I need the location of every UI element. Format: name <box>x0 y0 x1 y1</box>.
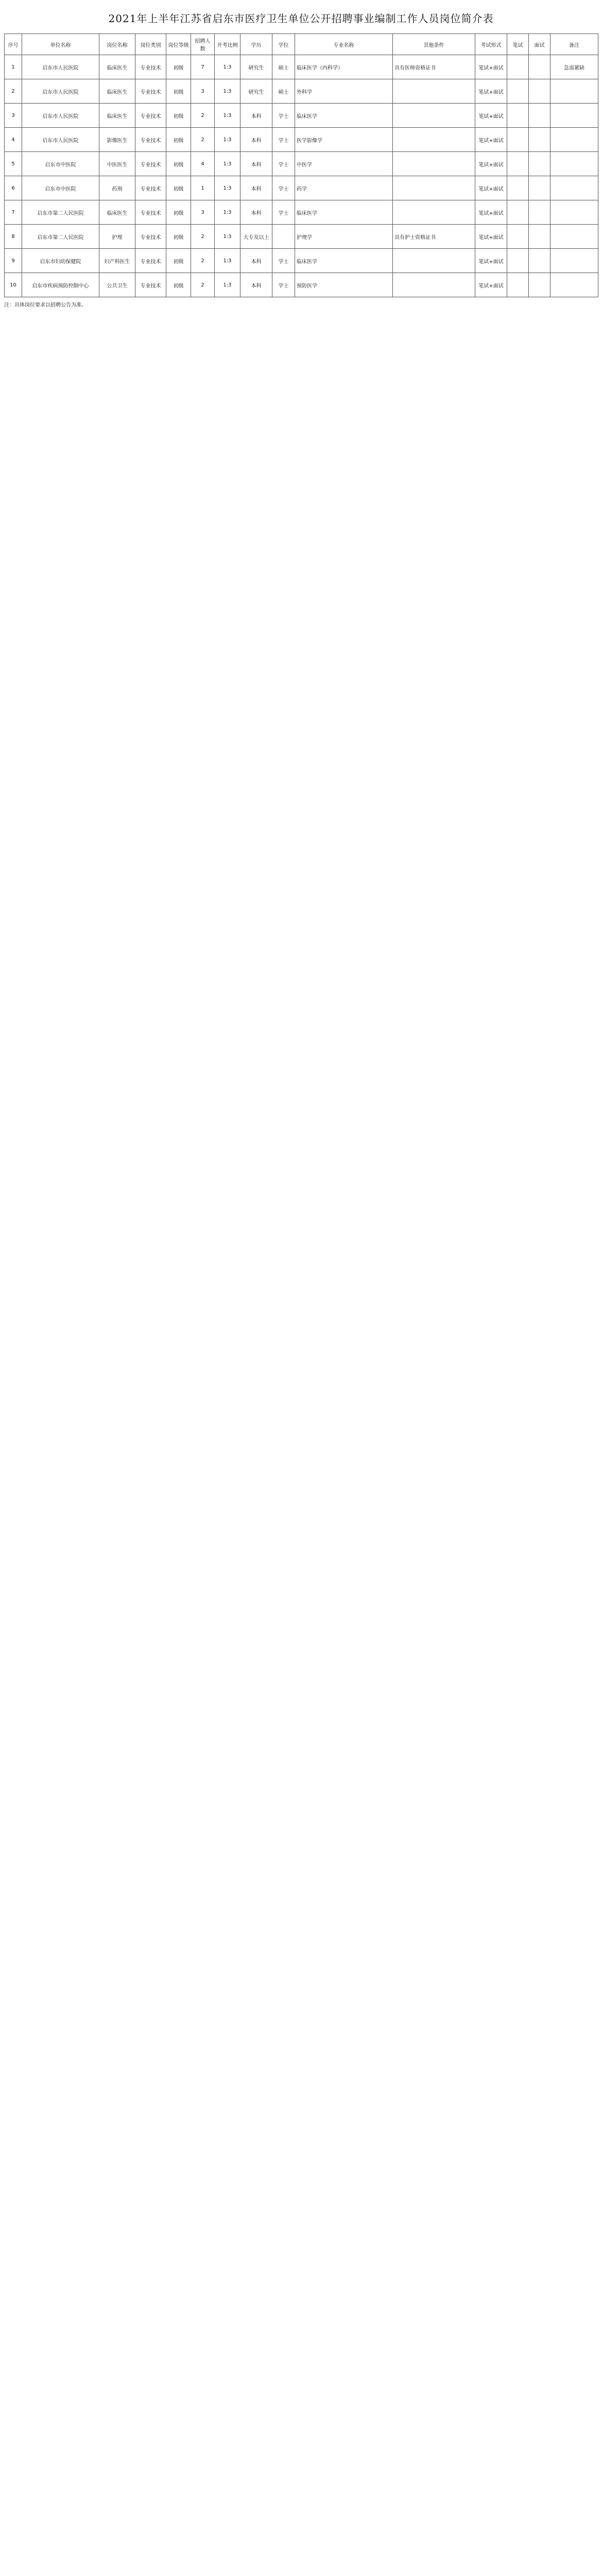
table-cell: 笔试+面试 <box>475 104 507 128</box>
table-cell: 7 <box>191 55 215 79</box>
table-cell <box>551 176 598 200</box>
column-header: 学历 <box>240 34 272 55</box>
table-cell: 本科 <box>240 273 272 297</box>
table-cell <box>551 225 598 249</box>
table-cell <box>529 225 551 249</box>
column-header: 开考比例 <box>215 34 240 55</box>
table-cell: 初级 <box>166 200 191 225</box>
table-cell: 专业技术 <box>135 55 166 79</box>
table-cell: 初级 <box>166 79 191 104</box>
table-cell: 预防医学 <box>295 273 393 297</box>
table-cell <box>551 249 598 273</box>
table-cell <box>529 200 551 225</box>
table-cell: 4 <box>5 128 22 152</box>
column-header: 序号 <box>5 34 22 55</box>
table-cell: 启东市第二人民医院 <box>22 225 99 249</box>
table-cell: 笔试+面试 <box>475 55 507 79</box>
table-cell: 医学影像学 <box>295 128 393 152</box>
table-cell <box>551 200 598 225</box>
table-cell <box>551 128 598 152</box>
table-row <box>5 79 598 104</box>
table-cell: 学士 <box>272 273 295 297</box>
table-row <box>5 249 598 273</box>
table-cell <box>507 273 529 297</box>
table-cell: 笔试+面试 <box>475 128 507 152</box>
table-cell: 2 <box>191 273 215 297</box>
table-cell: 初级 <box>166 225 191 249</box>
table-cell: 初级 <box>166 104 191 128</box>
table-cell: 1:3 <box>215 176 240 200</box>
table-cell: 笔试+面试 <box>475 176 507 200</box>
table-cell: 启东市人民医院 <box>22 79 99 104</box>
table-cell: 7 <box>5 200 22 225</box>
table-cell: 药剂 <box>99 176 135 200</box>
table-cell <box>393 152 475 176</box>
table-cell: 6 <box>5 176 22 200</box>
column-header: 岗位名称 <box>99 34 135 55</box>
column-header: 岗位等级 <box>166 34 191 55</box>
table-cell: 初级 <box>166 152 191 176</box>
table-cell: 专业技术 <box>135 79 166 104</box>
table-cell <box>529 176 551 200</box>
table-row <box>5 176 598 200</box>
table-cell: 临床医学 <box>295 200 393 225</box>
table-cell: 启东市人民医院 <box>22 55 99 79</box>
table-cell: 启东市人民医院 <box>22 128 99 152</box>
table-cell: 研究生 <box>240 79 272 104</box>
table-cell <box>393 104 475 128</box>
table-cell: 临床医学 <box>295 104 393 128</box>
table-cell: 临床医学（内科学） <box>295 55 393 79</box>
table-cell: 专业技术 <box>135 200 166 225</box>
table-cell: 启东市妇幼保健院 <box>22 249 99 273</box>
table-cell: 公共卫生 <box>99 273 135 297</box>
table-cell <box>551 152 598 176</box>
table-cell <box>393 200 475 225</box>
table-cell <box>507 176 529 200</box>
table-cell: 专业技术 <box>135 152 166 176</box>
table-cell: 启东市疾病预防控制中心 <box>22 273 99 297</box>
table-cell <box>393 273 475 297</box>
table-cell <box>507 152 529 176</box>
table-cell: 启东市中医院 <box>22 152 99 176</box>
table-cell: 1:3 <box>215 104 240 128</box>
table-cell: 2 <box>191 104 215 128</box>
table-cell: 学士 <box>272 249 295 273</box>
table-cell: 1:3 <box>215 273 240 297</box>
table-cell <box>529 152 551 176</box>
table-cell: 专业技术 <box>135 104 166 128</box>
table-cell: 本科 <box>240 152 272 176</box>
table-cell <box>529 273 551 297</box>
table-cell <box>507 249 529 273</box>
table-cell: 本科 <box>240 104 272 128</box>
table-cell: 笔试+面试 <box>475 225 507 249</box>
table-header-row <box>5 34 598 55</box>
table-cell <box>529 79 551 104</box>
table-cell: 学士 <box>272 152 295 176</box>
table-cell: 初级 <box>166 273 191 297</box>
table-body <box>5 55 598 297</box>
table-cell: 2 <box>5 79 22 104</box>
table-cell: 学士 <box>272 104 295 128</box>
table-cell: 护理 <box>99 225 135 249</box>
table-cell: 1:3 <box>215 225 240 249</box>
table-cell: 学士 <box>272 128 295 152</box>
table-cell: 大专及以上 <box>240 225 272 249</box>
table-cell: 初级 <box>166 128 191 152</box>
table-cell: 影像医生 <box>99 128 135 152</box>
table-cell <box>393 176 475 200</box>
table-cell: 临床医生 <box>99 104 135 128</box>
table-cell: 1:3 <box>215 152 240 176</box>
column-header: 考试形式 <box>475 34 507 55</box>
table-cell: 研究生 <box>240 55 272 79</box>
table-cell: 急需紧缺 <box>551 55 598 79</box>
table-cell: 本科 <box>240 128 272 152</box>
table-cell: 具有护士资格证书 <box>393 225 475 249</box>
table-cell: 5 <box>5 152 22 176</box>
table-row <box>5 55 598 79</box>
table-cell: 启东市人民医院 <box>22 104 99 128</box>
table-cell <box>507 104 529 128</box>
table-cell <box>393 79 475 104</box>
table-row <box>5 104 598 128</box>
table-cell: 笔试+面试 <box>475 249 507 273</box>
table-cell: 1 <box>191 176 215 200</box>
footnote: 注：具体岗位要求以招聘公告为准。 <box>4 302 87 308</box>
table-row <box>5 273 598 297</box>
table-cell: 2 <box>191 249 215 273</box>
table-cell: 1:3 <box>215 200 240 225</box>
positions-table <box>4 33 598 297</box>
table-cell: 初级 <box>166 176 191 200</box>
table-cell: 1:3 <box>215 55 240 79</box>
table-cell <box>507 128 529 152</box>
table-cell: 10 <box>5 273 22 297</box>
table-cell: 3 <box>5 104 22 128</box>
table-cell <box>393 249 475 273</box>
table-cell <box>507 55 529 79</box>
page-title: 2021年上半年江苏省启东市医疗卫生单位公开招聘事业编制工作人员岗位简介表 <box>108 12 494 25</box>
table-cell: 笔试+面试 <box>475 200 507 225</box>
table-cell: 护理学 <box>295 225 393 249</box>
table-cell: 本科 <box>240 200 272 225</box>
table-cell: 4 <box>191 152 215 176</box>
table-cell: 1:3 <box>215 128 240 152</box>
table-cell: 药学 <box>295 176 393 200</box>
table-row <box>5 128 598 152</box>
table-cell: 硕士 <box>272 55 295 79</box>
table-cell <box>529 128 551 152</box>
table-cell: 初级 <box>166 55 191 79</box>
table-cell <box>507 79 529 104</box>
table-cell: 外科学 <box>295 79 393 104</box>
table-cell: 临床医生 <box>99 200 135 225</box>
column-header: 招聘人数 <box>191 34 215 55</box>
table-cell: 中医学 <box>295 152 393 176</box>
table-cell <box>529 55 551 79</box>
table-cell: 笔试+面试 <box>475 152 507 176</box>
table-cell: 妇产科医生 <box>99 249 135 273</box>
table-row <box>5 152 598 176</box>
table-cell: 临床医生 <box>99 55 135 79</box>
table-cell <box>393 128 475 152</box>
table-cell: 专业技术 <box>135 249 166 273</box>
table-cell: 专业技术 <box>135 176 166 200</box>
table-cell <box>551 104 598 128</box>
table-row <box>5 200 598 225</box>
table-cell: 临床医生 <box>99 79 135 104</box>
table-cell: 具有医师资格证书 <box>393 55 475 79</box>
table-cell <box>551 273 598 297</box>
column-header: 专业名称 <box>295 34 393 55</box>
table-cell <box>529 249 551 273</box>
column-header: 单位名称 <box>22 34 99 55</box>
table-cell <box>507 225 529 249</box>
table-cell: 专业技术 <box>135 273 166 297</box>
table-cell <box>529 104 551 128</box>
table-cell: 2 <box>191 128 215 152</box>
table-cell <box>272 225 295 249</box>
table-cell: 本科 <box>240 176 272 200</box>
column-header: 备注 <box>551 34 598 55</box>
table-cell <box>507 200 529 225</box>
table-cell: 学士 <box>272 200 295 225</box>
table-row <box>5 225 598 249</box>
table-cell: 初级 <box>166 249 191 273</box>
table-cell: 2 <box>191 225 215 249</box>
column-header: 其他条件 <box>393 34 475 55</box>
table-cell: 1 <box>5 55 22 79</box>
table-cell: 本科 <box>240 249 272 273</box>
column-header: 学位 <box>272 34 295 55</box>
table-cell: 3 <box>191 79 215 104</box>
column-header: 岗位类别 <box>135 34 166 55</box>
table-cell: 3 <box>191 200 215 225</box>
table-cell: 学士 <box>272 176 295 200</box>
table-cell: 启东市中医院 <box>22 176 99 200</box>
column-header: 面试 <box>529 34 551 55</box>
table-cell: 1:3 <box>215 79 240 104</box>
table-cell: 临床医学 <box>295 249 393 273</box>
table-cell: 专业技术 <box>135 128 166 152</box>
table-cell: 硕士 <box>272 79 295 104</box>
table-cell: 9 <box>5 249 22 273</box>
table-cell: 1:3 <box>215 249 240 273</box>
table-cell: 专业技术 <box>135 225 166 249</box>
table-cell <box>551 79 598 104</box>
table-cell: 笔试+面试 <box>475 79 507 104</box>
table-cell: 启东市第二人民医院 <box>22 200 99 225</box>
table-cell: 笔试+面试 <box>475 273 507 297</box>
table-cell: 8 <box>5 225 22 249</box>
column-header: 笔试 <box>507 34 529 55</box>
table-cell: 中医医生 <box>99 152 135 176</box>
